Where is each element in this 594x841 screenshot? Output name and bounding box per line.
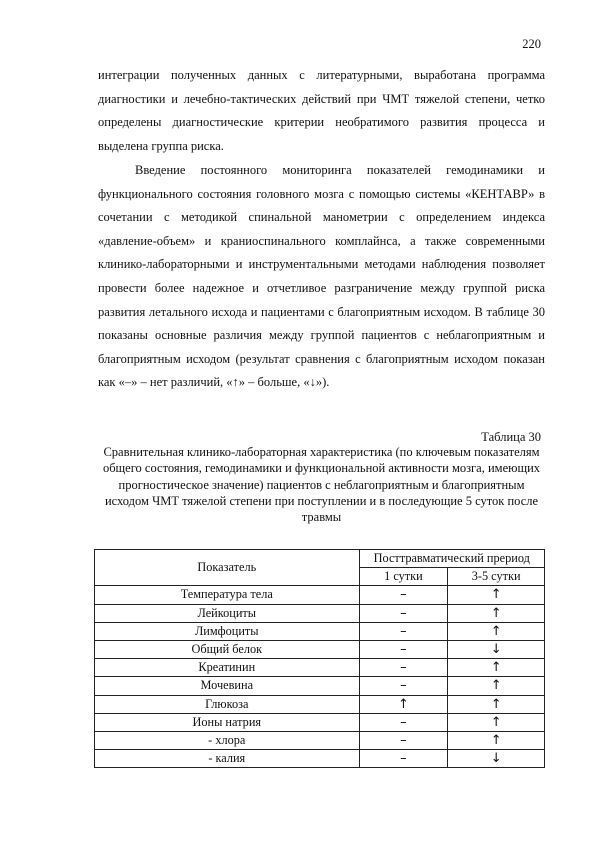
indicator-cell: Общий белок [95,640,360,658]
table-row [95,622,545,640]
indicator-cell: - хлора [95,731,360,749]
header-period: Посттравматический прериод [359,550,544,568]
indicator-cell: Креатинин [95,659,360,677]
comparison-table [94,549,545,768]
day-1-value: – [359,713,448,731]
body-paragraph-1: интеграции полученных данных с литературными, выработана программа диагностики и лечебно-тактических действий при ЧМТ тяжелой степени, четко определены диагностические критерии необратимого развития процесса и выделена группа риска. [98,68,545,153]
day-1-value: – [359,677,448,695]
header-indicator: Показатель [95,550,360,586]
table-row [95,640,545,658]
day-3-5-value: ↑ [448,731,545,749]
day-3-5-value: ↑ [448,659,545,677]
day-3-5-value: ↑ [448,677,545,695]
day-1-value: – [359,640,448,658]
header-day-3-5: 3-5 сутки [448,568,545,586]
indicator-cell: - калия [95,750,360,768]
day-1-value: – [359,731,448,749]
day-1-value: – [359,622,448,640]
day-3-5-value: ↑ [448,695,545,713]
indicator-cell: Мочевина [95,677,360,695]
table-row [95,731,545,749]
day-1-value: – [359,750,448,768]
day-3-5-value: ↑ [448,622,545,640]
indicator-cell: Ионы натрия [95,713,360,731]
table-row [95,677,545,695]
day-1-value: ↑ [359,695,448,713]
table-row [95,713,545,731]
day-1-value: – [359,659,448,677]
indicator-cell: Лейкоциты [95,604,360,622]
table-caption: Сравнительная клинико-лабораторная характеристика (по ключевым показателям общего состояния, гемодинамики и функциональной активности мозга, имеющих прогностическое значение) пациентов с неблагоприятным и благоприятным исходом ЧМТ тяжелой степени при поступлении и в последующие 5 суток после травмы [102,445,541,525]
day-1-value: – [359,604,448,622]
table-row [95,604,545,622]
indicator-cell: Глюкоза [95,695,360,713]
page-number: 220 [522,37,541,51]
table-row [95,659,545,677]
day-3-5-value: ↑ [448,586,545,604]
table-header-row [95,550,545,568]
day-3-5-value: ↓ [448,750,545,768]
table-label: Таблица 30 [481,430,541,444]
day-1-value: – [359,586,448,604]
table-row [95,695,545,713]
day-3-5-value: ↓ [448,640,545,658]
body-paragraph-2: Введение постоянного мониторинга показателей гемодинамики и функционального состояния головного мозга с помощью системы «КЕНТАВР» в сочетании с методикой спинальной манометрии с определением индекса «давление-объем» и краниоспинального комплайнса, а также современными клинико-лабораторными и инструментальными методами наблюдения позволяет провести более надежное и отчетливое разграничение между группой риска развития летального исхода и пациентами с благоприятным исходом. В таблице 30 показаны основные различия между группой пациентов с неблагоприятным и благоприятным исходом (результат сравнения с благоприятным исходом показан как «–» – нет различий, «↑» – больше, «↓»). [98,163,545,390]
table-row [95,586,545,604]
table-row [95,750,545,768]
indicator-cell: Лимфоциты [95,622,360,640]
indicator-cell: Температура тела [95,586,360,604]
header-day-1: 1 сутки [359,568,448,586]
day-3-5-value: ↑ [448,713,545,731]
day-3-5-value: ↑ [448,604,545,622]
